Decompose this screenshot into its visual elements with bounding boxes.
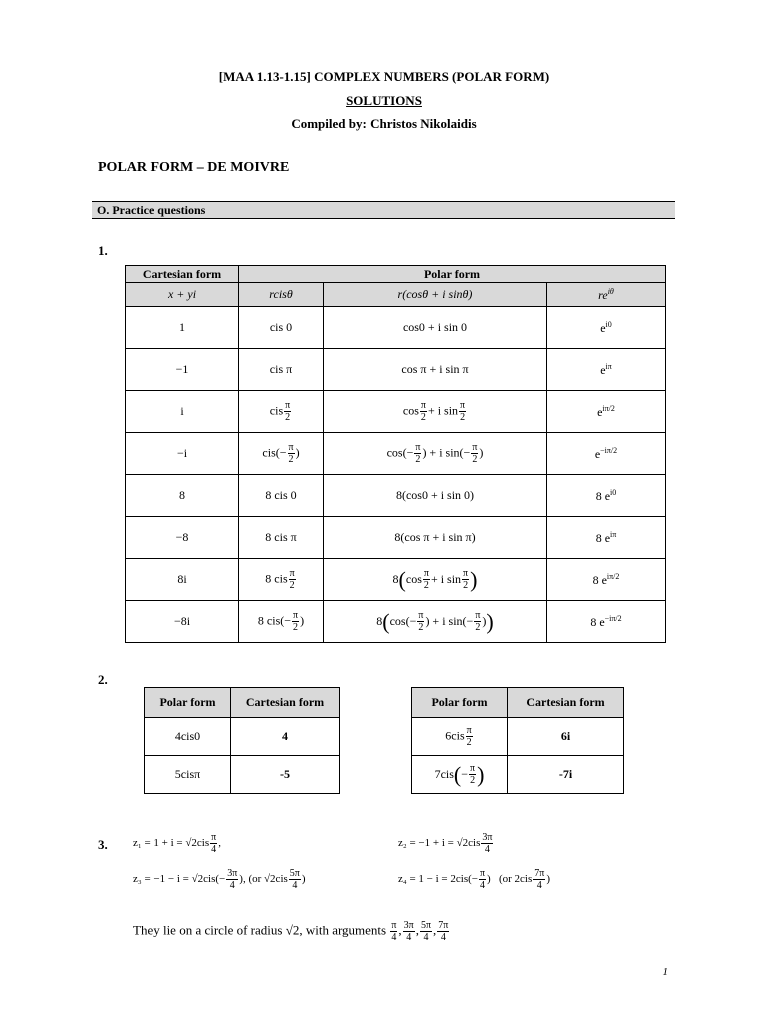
table-row <box>126 391 666 433</box>
table-row <box>126 307 666 349</box>
cell-trig: cos(− $\frac{\pi}{2}$ ) + i sin(− $\frac{\pi}{2}$ ) <box>324 433 547 475</box>
cell-cis: cis $\frac{\pi}{2}$ <box>239 391 324 433</box>
table-row <box>126 559 666 601</box>
cell-cart: −i <box>126 433 239 475</box>
cell-trig: 8(cos π + i sin π) <box>324 517 547 559</box>
cell-polar: 4cis0 <box>145 718 231 756</box>
cell-exp: $e^{i\pi}$ <box>547 349 666 391</box>
cell-cart: −8 <box>126 517 239 559</box>
q2-number: 2. <box>98 672 108 687</box>
circle-statement: They lie on a circle of radius √2, with arguments $\frac{\pi}{4}$ , $\frac{3\pi}{4}$ , $\frac{5\pi}{4}$ , $\frac{7\pi}{4}$ <box>133 920 449 943</box>
z1-expression: z₁ = 1 + i = √2cis $\frac{\pi}{4}$ , <box>133 832 221 855</box>
cell-trig: cos $\frac{\pi}{2}$ + i sin $\frac{\pi}{2}$ <box>324 391 547 433</box>
cell-exp: 8 $e^{i0}$ <box>547 475 666 517</box>
table-row <box>145 718 340 756</box>
cell-exp: $e^{-i\pi/2}$ <box>547 433 666 475</box>
col-polar: Polar form <box>145 688 231 718</box>
q3-number: 3. <box>98 837 108 852</box>
cell-polar: 7cis(− $\frac{\pi}{2}$ ) <box>412 756 508 794</box>
table-row <box>126 601 666 643</box>
cell-exp: $e^{i0}$ <box>547 307 666 349</box>
header-polar: Polar form <box>239 266 666 283</box>
cell-cart: 1 <box>126 307 239 349</box>
cell-cis: cis(− $\frac{\pi}{2}$ ) <box>239 433 324 475</box>
cell-exp: 8 $e^{-i\pi/2}$ <box>547 601 666 643</box>
doc-subtitle: SOLUTIONS <box>346 93 422 108</box>
table-row <box>412 756 624 794</box>
cell-cis: cis π <box>239 349 324 391</box>
cell-trig: 8(cos $\frac{\pi}{2}$ + i sin $\frac{\pi}{2}$ ) <box>324 559 547 601</box>
header-exp: $re^{i\theta}$ <box>547 283 666 307</box>
cell-exp: 8 $e^{i\pi/2}$ <box>547 559 666 601</box>
cell-cis: 8 cis(− $\frac{\pi}{2}$ ) <box>239 601 324 643</box>
table-row <box>126 349 666 391</box>
table-row <box>145 756 340 794</box>
cell-exp: $e^{i\pi/2}$ <box>547 391 666 433</box>
doc-author: Compiled by: Christos Nikolaidis <box>291 116 477 131</box>
header-cartesian-sub: x + yi <box>126 283 239 307</box>
cell-cart: 8 <box>126 475 239 517</box>
z2-expression: z₂ = −1 + i = √2cis $\frac{3\pi}{4}$ <box>398 832 493 855</box>
doc-title: [MAA 1.13-1.15] COMPLEX NUMBERS (POLAR FORM) <box>218 69 550 84</box>
col-polar: Polar form <box>412 688 508 718</box>
page-number: 1 <box>662 966 668 978</box>
header-trig: r(cosθ + i sinθ) <box>324 283 547 307</box>
cell-trig: 8(cos0 + i sin 0) <box>324 475 547 517</box>
cell-cart: −1 <box>126 349 239 391</box>
col-cart: Cartesian form <box>508 688 624 718</box>
section-title: POLAR FORM – DE MOIVRE <box>98 160 290 175</box>
table-row <box>126 517 666 559</box>
cell-cis: 8 cis $\frac{\pi}{2}$ <box>239 559 324 601</box>
cell-cart: -5 <box>231 756 340 794</box>
z4-expression: z₄ = 1 − i = 2cis(− $\frac{\pi}{4}$ ) (or 2cis $\frac{7\pi}{4}$ ) <box>398 868 550 891</box>
cell-cart: 4 <box>231 718 340 756</box>
cell-cart: -7i <box>508 756 624 794</box>
cell-cart: 8i <box>126 559 239 601</box>
table-row <box>126 475 666 517</box>
q2-table-right <box>411 687 624 794</box>
cell-cis: cis 0 <box>239 307 324 349</box>
section-bar-label: O. Practice questions <box>97 203 206 217</box>
header-rcis: rcisθ <box>239 283 324 307</box>
cell-cis: 8 cis π <box>239 517 324 559</box>
section-bar <box>92 201 675 219</box>
header-cartesian: Cartesian form <box>126 266 239 283</box>
z3-expression: z₃ = −1 − i = √2cis(− $\frac{3\pi}{4}$ ), (or √2cis $\frac{5\pi}{4}$ ) <box>133 868 306 891</box>
cell-cart: −8i <box>126 601 239 643</box>
cell-polar: 6cis $\frac{\pi}{2}$ <box>412 718 508 756</box>
table-row <box>126 433 666 475</box>
cell-trig: cos π + i sin π <box>324 349 547 391</box>
q1-table <box>125 265 666 643</box>
cell-polar: 5cisπ <box>145 756 231 794</box>
cell-cart: i <box>126 391 239 433</box>
col-cart: Cartesian form <box>231 688 340 718</box>
q2-table-left <box>144 687 340 794</box>
cell-exp: 8 $e^{i\pi}$ <box>547 517 666 559</box>
cell-trig: 8(cos(− $\frac{\pi}{2}$ ) + i sin(− $\frac{\pi}{2}$ )) <box>324 601 547 643</box>
cell-cart: 6i <box>508 718 624 756</box>
table-row <box>412 718 624 756</box>
cell-cis: 8 cis 0 <box>239 475 324 517</box>
q1-number: 1. <box>98 243 108 258</box>
cell-trig: cos0 + i sin 0 <box>324 307 547 349</box>
